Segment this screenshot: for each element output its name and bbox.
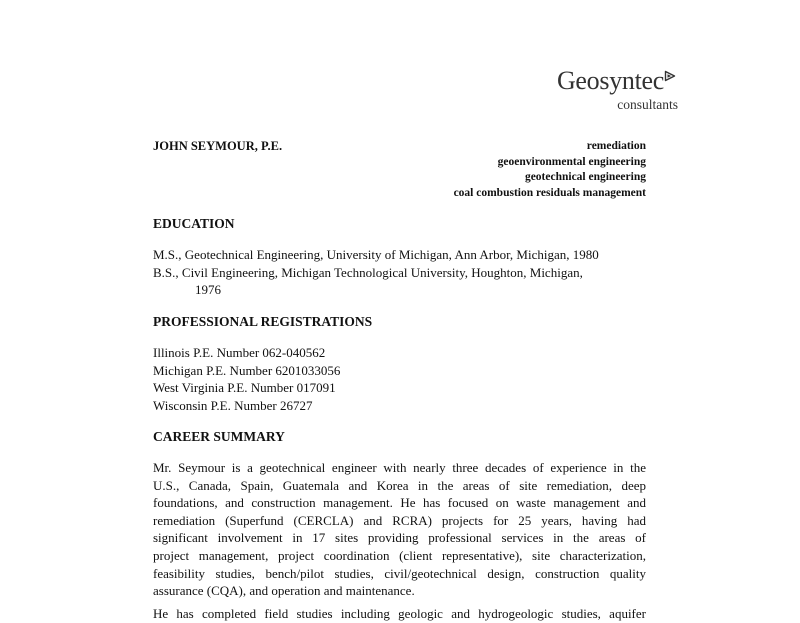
career-summary-heading: CAREER SUMMARY [153, 429, 285, 444]
paragraph-line: remediation (Superfund (CERCLA) and RCRA) projects for 25 years, having had [153, 512, 646, 528]
logo-tagline: consultants [617, 97, 678, 112]
degree-item-continuation: 1976 [195, 282, 221, 298]
person-name: JOHN SEYMOUR, P.E. [153, 139, 283, 153]
career-summary-paragraph [153, 459, 646, 600]
specialty-item: geoenvironmental engineering [497, 155, 646, 168]
degree-item: B.S., Civil Engineering, Michigan Technological University, Houghton, Michigan, [153, 264, 583, 280]
paragraph-line: Mr. Seymour is a geotechnical engineer with nearly three decades of experience in the [153, 460, 646, 475]
education-heading: EDUCATION [153, 216, 235, 231]
paragraph-line: significant involvement in 17 sites providing professional services in the areas of [153, 530, 646, 546]
registration-item: West Virginia P.E. Number 017091 [153, 380, 336, 396]
specialty-item: remediation [586, 140, 646, 152]
logo-wordmark: Geosyntec [556, 66, 664, 95]
registrations-list [153, 344, 647, 414]
paragraph-line: assurance (CQA), and operation and maintenance. [153, 583, 415, 599]
company-logo [556, 66, 678, 112]
registration-item: Michigan P.E. Number 6201033056 [153, 362, 341, 378]
paragraph-line: U.S., Canada, Spain, Guatemala and Korea in the areas of site remediation, deep [153, 477, 646, 493]
paragraph-line: project management, project coordination (client representative), site characterization, [153, 547, 646, 563]
registrations-heading: PROFESSIONAL REGISTRATIONS [153, 314, 373, 329]
registration-item: Illinois P.E. Number 062-040562 [153, 345, 326, 360]
specialty-item: geotechnical engineering [524, 171, 646, 184]
specialties-list [454, 139, 646, 201]
paragraph-line: feasibility studies, bench/pilot studies, civil/geotechnical design, construction quality [153, 565, 646, 581]
degree-item: M.S., Geotechnical Engineering, University of Michigan, Ann Arbor, Michigan, 1980 [153, 247, 599, 262]
registration-item: Wisconsin P.E. Number 26727 [153, 397, 313, 413]
career-summary-paragraph-2 [153, 605, 646, 623]
paragraph-line: He has completed field studies including geologic and hydrogeologic studies, aquifer [153, 606, 646, 621]
paragraph-line: foundations, and construction management. He has focused on waste management and [153, 495, 646, 511]
specialty-item: coal combustion residuals management [453, 186, 646, 199]
geosyntec-triangle-mark-icon [664, 69, 676, 87]
education-list [153, 246, 647, 299]
